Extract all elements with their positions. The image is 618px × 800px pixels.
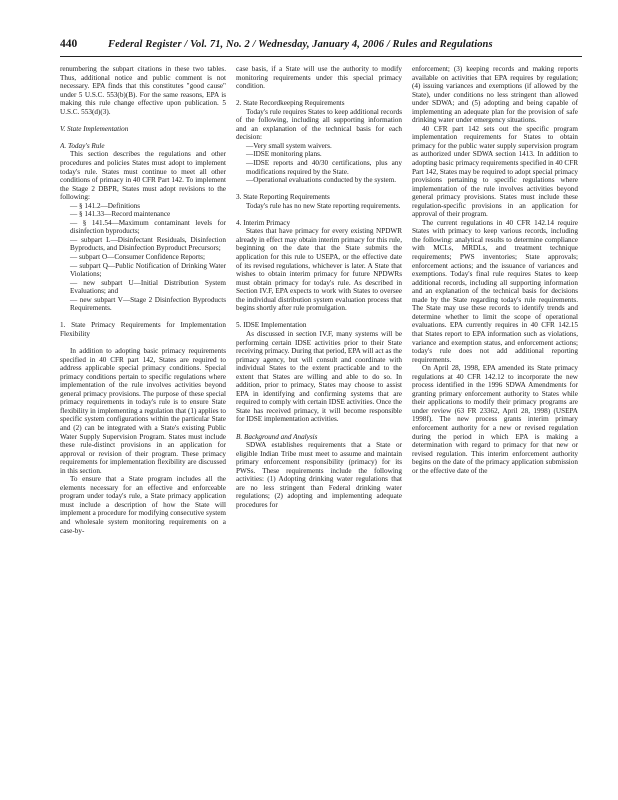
section-heading: A. Today's Rule xyxy=(60,141,105,150)
paragraph: To ensure that a State program includes all the elements necessary for an effective and enforceable program under today's rule, a State primacy application must include a description of how the State will implement a procedure for modifying consecutive system and wholesale system monitoring requirements on a case-by- xyxy=(60,475,226,535)
section-heading: V. State Implementation xyxy=(60,124,129,133)
paragraph: 3. State Reporting Requirements xyxy=(236,193,330,202)
running-head: Federal Register / Vol. 71, No. 2 / Wednesday, January 4, 2006 / Rules and Regulations xyxy=(108,39,493,50)
paragraph: As discussed in section IV.F, many systems will be performing certain IDSE activities prior to their State receiving primacy. During that period, EPA will act as the primacy agency, but will consult and coordinate with individual States to the extent practicable and to the extent that States are willing and able to do so. In addition, prior to primacy, States may choose to assist EPA in identifying and confirming systems that are required to comply with certain IDSE activities. Once the State has received primacy, it will become responsible for IDSE implementation activities. xyxy=(236,329,402,424)
list-item: — new subpart U—Initial Distribution System Evaluations; and xyxy=(70,278,226,296)
paragraph: This section describes the regulations and other procedures and policies States must adopt to implement today's rule. States must continue to meet all other conditions of primacy in 40 CFR Part 142. To implement the Stage 2 DBPR, States must adopt revisions to the following: xyxy=(60,150,226,202)
list-item: — subpart O—Consumer Confidence Reports; xyxy=(70,253,205,262)
paragraph: 4. Interim Primacy xyxy=(236,218,291,227)
column-left xyxy=(60,65,226,535)
paragraph: The current regulations in 40 CFR 142.14 require States with primacy to keep various records, including the following: analytical results to determine compliance with MCLs, MRDLs, and treatment technique requirements; PWS inventories; State approvals; enforcement actions; and the issuance of variances and exemptions. Today's final rule requires States to keep additional records, including all supporting information and an explanation of the technical basis for decisions made by the State regarding today's rule requirements. The State may use these records to identify trends and determine whether to limit the scope of operational evaluations. EPA currently requires in 40 CFR 142.15 that States report to EPA information such as violations, variance and exemption status, and enforcement actions; today's rule does not add additional reporting requirements. xyxy=(412,218,578,364)
paragraph: renumbering the subpart citations in these two tables. Thus, additional notice and public comment is not necessary. EPA finds that this constitutes "good cause" under 5 U.S.C. 553(b)(B). For the same reasons, EPA is making this rule change effective upon publication. 5 U.S.C. 553(d)(3). xyxy=(60,65,226,116)
paragraph: States that have primacy for every existing NPDWR already in effect may obtain interim primacy for this rule, beginning on the date that the State submits the application for this rule to USEPA, or the effective date of its revised regulations, whichever is later. A State that wishes to obtain interim primacy for future NPDWRs must obtain primacy for today's rule. As described in Section IV.F, EPA expects to work with States to oversee the individual distribution system evaluation process that begins shortly after rule promulgation. xyxy=(236,227,402,313)
list-item: —Very small system waivers. xyxy=(246,141,332,150)
list-item: — subpart Q—Public Notification of Drinking Water Violations; xyxy=(70,261,226,279)
section-heading: B. Background and Analysis xyxy=(236,432,318,441)
list-item: — new subpart V—Stage 2 Disinfection Byproducts Requirements. xyxy=(70,295,226,313)
paragraph-spacer xyxy=(236,91,402,100)
column-right xyxy=(412,65,578,535)
paragraph: Today's rule requires States to keep additional records of the following, including all supporting information and an explanation of the technical basis for each decision: xyxy=(236,107,402,142)
paragraph: 1. State Primacy Requirements for Implementation Flexibility xyxy=(60,321,226,338)
paragraph: 2. State Recordkeeping Requirements xyxy=(236,99,345,108)
list-item: — subpart L—Disinfectant Residuals, Disinfection Byproducts, and Disinfection Byproduct Precursors; xyxy=(70,235,226,253)
paragraph: SDWA establishes requirements that a State or eligible Indian Tribe must meet to assume and maintain primary enforcement responsibility (primacy) for its PWSs. These requirements include the following activities: (1) Adopting drinking water regulations that are no less stringent than Federal drinking water regulations; (2) adopting and implementing adequate procedures for xyxy=(236,441,402,509)
paragraph: 40 CFR part 142 sets out the specific program implementation requirements for States to obtain primacy for the public water supply supervision program as authorized under SDWA section 1413. In addition to adopting basic primacy requirements specified in 40 CFR Part 142, States may be required to adopt special primacy provisions pertaining to specific regulations where implementation of the rule involves activities beyond general primacy provisions. States must include these regulation-specific provisions in an application for approval of their program. xyxy=(412,124,578,219)
list-item: — § 141.2—Definitions xyxy=(70,201,141,210)
page-number: 440 xyxy=(60,38,78,50)
list-item: —IDSE monitoring plans. xyxy=(246,150,322,159)
paragraph-spacer xyxy=(60,133,226,142)
paragraph: On April 28, 1998, EPA amended its State primacy regulations at 40 CFR 142.12 to incorporate the new process identified in the 1996 SDWA Amendments for granting primary enforcement authority to States while their applications to modify their primacy programs are under review (63 FR 23362, April 28, 1998) (USEPA 1998f). The new process grants interim primary enforcement authority for a new or revised regulation during the period in which EPA is making a determination with regard to primacy for that new or revised regulation. This interim enforcement authority begins on the date of the primacy application submission or the effective date of the xyxy=(412,364,578,475)
paragraph-spacer xyxy=(60,116,226,125)
paragraph: enforcement; (3) keeping records and making reports available on activities that EPA requires by regulation; (4) issuing variances and exemptions (if allowed by the State), under conditions no less stringent than allowed under SDWA; and (5) adopting and being capable of implementing an adequate plan for the provision of safe drinking water under emergency situations. xyxy=(412,65,578,125)
paragraph: case basis, if a State will use the authority to modify monitoring requirements under this special primacy condition. xyxy=(236,65,402,91)
paragraph-spacer xyxy=(236,185,402,194)
paragraph-spacer xyxy=(236,424,402,433)
paragraph: In addition to adopting basic primacy requirements specified in 40 CFR part 142, States are required to address applicable special primacy conditions. Special primacy conditions pertain to specific regulations where implementation of the rule involves activities beyond general primacy provisions. The purpose of these special primacy requirements in today's rule is to ensure State flexibility in implementing a regulation that (1) applies to specific system configurations within the particular State and (2) can be integrated with a State's existing Public Water Supply Supervision Program. States must include these rule-distinct provisions in an application for approval or revision of their program. These primacy requirements for implementation flexibility are discussed in this section. xyxy=(60,347,226,475)
text-columns xyxy=(60,65,582,535)
list-item: —Operational evaluations conducted by the system. xyxy=(246,176,397,185)
page-header xyxy=(60,38,582,57)
column-middle xyxy=(236,65,402,535)
list-item: —IDSE reports and 40/30 certifications, plus any modifications required by the State. xyxy=(246,159,402,176)
paragraph-spacer xyxy=(60,313,226,322)
paragraph: 5. IDSE Implementation xyxy=(236,321,307,330)
paragraph-spacer xyxy=(236,210,402,219)
paragraph: Today's rule has no new State reporting requirements. xyxy=(246,201,401,210)
list-item: — § 141.54—Maximum contaminant levels for disinfection byproducts; xyxy=(70,218,226,236)
paragraph-spacer xyxy=(236,313,402,322)
list-item: — § 141.33—Record maintenance xyxy=(70,210,171,219)
paragraph-spacer xyxy=(60,339,226,348)
